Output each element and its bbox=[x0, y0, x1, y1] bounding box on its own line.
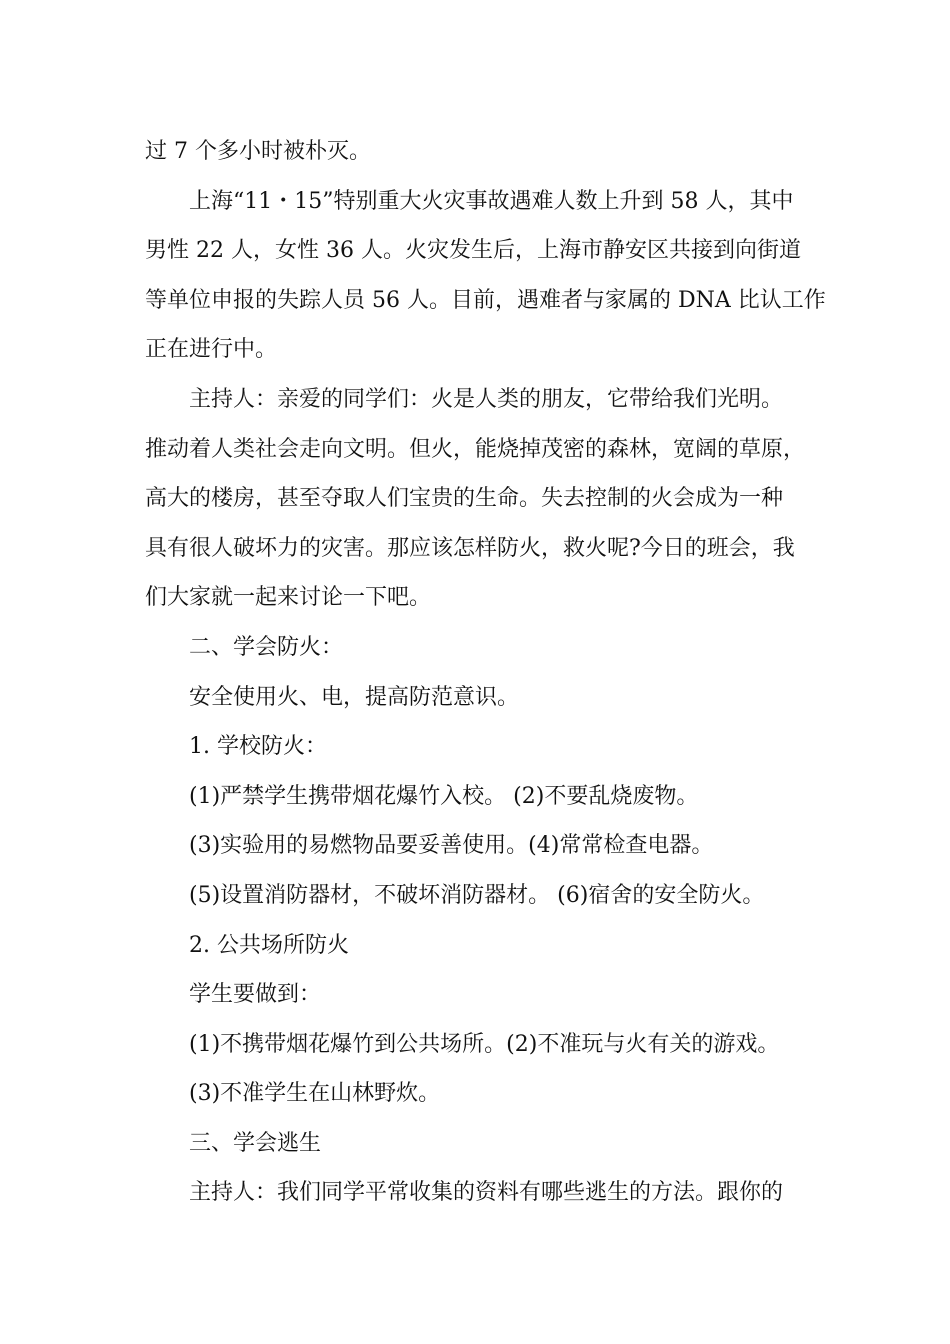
text-line: 安全使用火、电，提高防范意识。 bbox=[189, 684, 520, 710]
text-line: 正在进行中。 bbox=[145, 337, 278, 363]
text-line: 高大的楼房，甚至夺取人们宝贵的生命。失去控制的火会成为一种 bbox=[145, 486, 784, 512]
text-line: 主持人：亲爱的同学们：火是人类的朋友，它带给我们光明。 bbox=[189, 386, 784, 412]
list-item: (3)实验用的易燃物品要妥善使用。(4)常常检查电器。 bbox=[189, 833, 714, 859]
text-line: 男性 22 人，女性 36 人。火灾发生后，上海市静安区共接到向街道 bbox=[145, 238, 801, 264]
text-line: 具有很人破坏力的灾害。那应该怎样防火，救火呢?今日的班会，我 bbox=[145, 535, 795, 561]
list-item: (3)不准学生在山林野炊。 bbox=[189, 1081, 441, 1107]
text-line: 过 7 个多小时被朴灭。 bbox=[145, 139, 371, 164]
section-heading: 二、学会防火： bbox=[189, 634, 344, 660]
text-line: 上海“11・15”特别重大火灾事故遇难人数上升到 58 人，其中 bbox=[189, 188, 794, 214]
text-line: 推动着人类社会走向文明。但火，能烧掉茂密的森林，宽阔的草原， bbox=[145, 436, 806, 462]
list-item: (1)严禁学生携带烟花爆竹入校。 (2)不要乱烧废物。 bbox=[189, 783, 699, 809]
section-heading: 三、学会逃生 bbox=[189, 1130, 322, 1156]
text-line: 主持人：我们同学平常收集的资料有哪些逃生的方法。跟你的 bbox=[189, 1180, 784, 1206]
text-line: 等单位申报的失踪人员 56 人。目前，遇难者与家属的 DNA 比认工作 bbox=[145, 287, 826, 313]
text-line: 们大家就一起来讨论一下吧。 bbox=[145, 585, 432, 611]
document-body bbox=[145, 127, 835, 1218]
subsection-heading: 1. 学校防火： bbox=[189, 734, 327, 760]
list-item: (1)不携带烟花爆竹到公共场所。(2)不准玩与火有关的游戏。 bbox=[189, 1031, 780, 1057]
text-line: 学生要做到： bbox=[189, 982, 322, 1008]
subsection-heading: 2. 公共场所防火 bbox=[189, 932, 349, 958]
list-item: (5)设置消防器材，不破坏消防器材。 (6)宿舍的安全防火。 bbox=[189, 882, 765, 908]
